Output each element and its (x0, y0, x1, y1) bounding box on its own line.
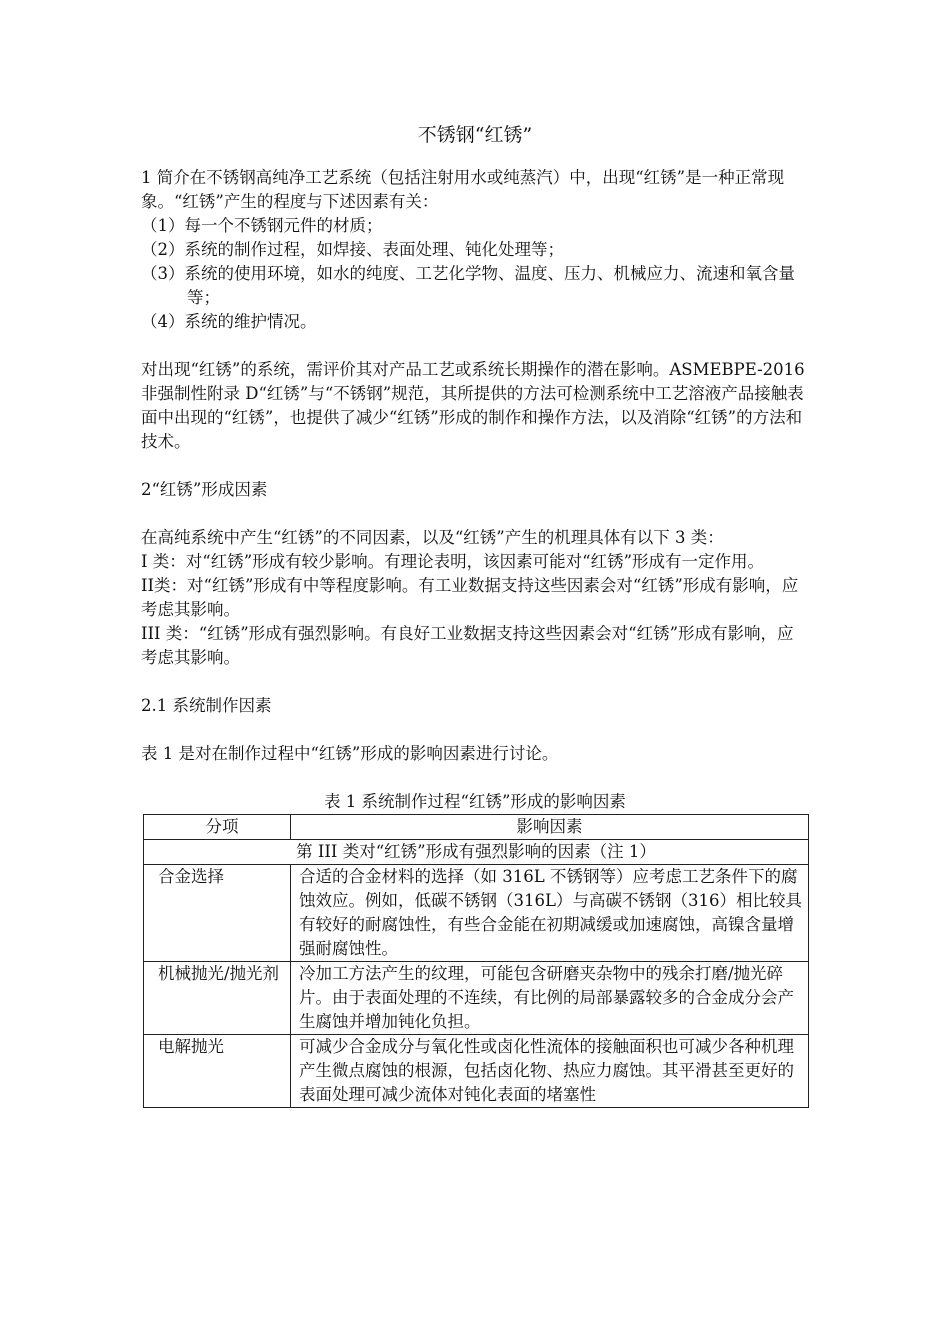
spacer (141, 670, 809, 694)
spacer (141, 454, 809, 478)
table-row (144, 865, 809, 962)
section-2-1-paragraph: 表 1 是对在制作过程中“红锈”形成的影响因素进行讨论。 (141, 744, 559, 763)
section-2-1-heading: 2.1 系统制作因素 (141, 696, 272, 715)
spacer (141, 718, 809, 742)
intro-item-2: （2）系统的制作过程，如焊接、表面处理、钝化处理等； (141, 240, 564, 259)
table-header-row (144, 815, 809, 840)
intro-item-4: （4）系统的维护情况。 (141, 312, 317, 331)
intro-item-1: （1）每一个不锈钢元件的材质； (141, 216, 383, 235)
table-cell-factor: 冷加工方法产生的纹理，可能包含研磨夹杂物中的残余打磨/抛光碎片。由于表面处理的不连续，有比例的局部暴露较多的合金成分会产生腐蚀并增加钝化负担。 (291, 962, 809, 1035)
intro-lead: 1 简介在不锈钢高纯净工艺系统（包括注射用水或纯蒸汽）中，出现“红锈”是一种正常现象。“红锈”产生的程度与下述因素有关： (141, 168, 785, 211)
class-3-text: III 类：“红锈”形成有强烈影响。有良好工业数据支持这些因素会对“红锈”形成有影响，应考虑其影响。 (141, 624, 794, 667)
intro-item-3: （3）系统的使用环境，如水的纯度、工艺化学物、温度、压力、机械应力、流速和氧含量等； (141, 264, 795, 307)
section-2-heading: 2“红锈”形成因素 (141, 480, 268, 499)
table-row (144, 1035, 809, 1108)
table-row (144, 962, 809, 1035)
spacer (141, 502, 809, 526)
class-1-text: I 类：对“红锈”形成有较少影响。有理论表明，该因素可能对“红锈”形成有一定作用。 (141, 552, 765, 571)
document-body (141, 166, 809, 1108)
table-cell-factor: 合适的合金材料的选择（如 316L 不锈钢等）应考虑工艺条件下的腐蚀效应。例如，低碳不锈钢（316L）与高碳不锈钢（316）相比较具有较好的耐腐蚀性，有些合金能在初期减缓或加速腐蚀，高镍含量增强耐腐蚀性。 (291, 865, 809, 962)
intro-paragraph-2: 对出现“红锈”的系统，需评价其对产品工艺或系统长期操作的潜在影响。ASMEBPE-2016 非强制性附录 D“红锈”与“不锈钢”规范，其所提供的方法可检测系统中工艺溶液产品接触表面中出现的“红锈”，也提供了减少“红锈”形成的制作和操作方法，以及消除“红锈”的方法和技术。 (141, 360, 805, 451)
table-cell-item: 电解抛光 (144, 1035, 291, 1108)
section-2-paragraph: 在高纯系统中产生“红锈”的不同因素，以及“红锈”产生的机理具体有以下 3 类： (141, 528, 724, 547)
table-group-label: 第 III 类对“红锈”形成有强烈影响的因素（注 1） (144, 840, 809, 865)
table-header-item: 分项 (144, 815, 291, 840)
table-cell-factor: 可减少合金成分与氧化性或卤化性流体的接触面积也可减少各种机理产生微点腐蚀的根源，包括卤化物、热应力腐蚀。其平滑甚至更好的表面处理可减少流体对钝化表面的堵塞性 (291, 1035, 809, 1108)
class-2-text: II类：对“红锈”形成有中等程度影响。有工业数据支持这些因素会对“红锈”形成有影响，应考虑其影响。 (141, 576, 799, 619)
table-caption: 表 1 系统制作过程“红锈”形成的影响因素 (324, 792, 626, 811)
table-group-row (144, 840, 809, 865)
table-cell-item: 合金选择 (144, 865, 291, 962)
document-title: 不锈钢“红锈” (417, 124, 533, 146)
factors-table (143, 814, 809, 1108)
spacer (141, 766, 809, 790)
table-cell-item: 机械抛光/抛光剂 (144, 962, 291, 1035)
table-header-factor: 影响因素 (291, 815, 809, 840)
spacer (141, 334, 809, 358)
